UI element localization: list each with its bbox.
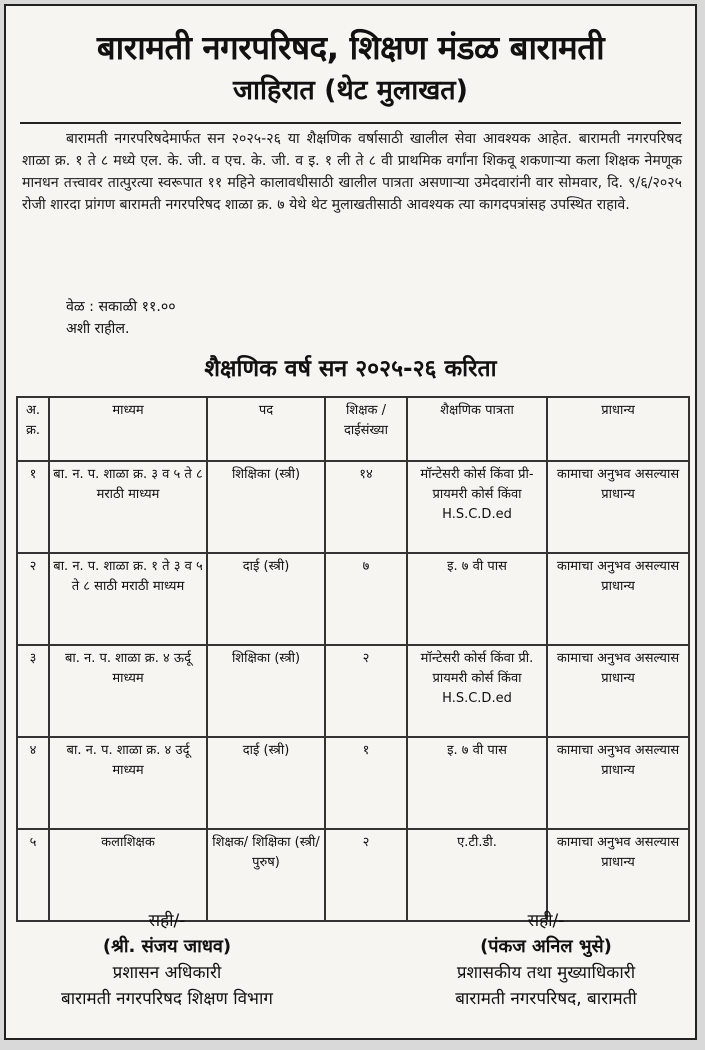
signature-block-right bbox=[396, 908, 696, 1012]
title-divider bbox=[20, 122, 681, 124]
notice-subtitle: जाहिरात (थेट मुलाखत) bbox=[232, 75, 469, 106]
closing-line: अशी राहील. bbox=[66, 321, 130, 337]
signed-mark: सही/- bbox=[527, 911, 565, 931]
cell-count: २ bbox=[325, 829, 407, 921]
cell-post: शिक्षक/ शिक्षिका (स्त्री/पुरुष) bbox=[207, 829, 325, 921]
cell-medium: बा. न. प. शाळा क्र. ३ व ५ ते ८ मराठी माध्यम bbox=[49, 461, 207, 553]
cell-preference: कामाचा अनुभव असल्यास प्राधान्य bbox=[547, 461, 689, 553]
vacancy-table bbox=[16, 396, 690, 922]
signed-mark: सही/- bbox=[148, 911, 186, 931]
header-qualification: शैक्षणिक पात्रता bbox=[407, 397, 547, 461]
cell-serial: २ bbox=[17, 553, 49, 645]
signatory-office: बारामती नगरपरिषद शिक्षण विभाग bbox=[61, 989, 273, 1009]
cell-post: शिक्षिका (स्त्री) bbox=[207, 645, 325, 737]
cell-medium: बा. न. प. शाळा क्र. ४ उर्दू माध्यम bbox=[49, 737, 207, 829]
signatory-designation: प्रशासकीय तथा मुख्याधिकारी bbox=[456, 963, 636, 983]
table-row bbox=[17, 737, 689, 829]
notice-title: बारामती नगरपरिषद, शिक्षण मंडळ बारामती bbox=[96, 28, 605, 67]
header-count: शिक्षक / दाईसंख्या bbox=[325, 397, 407, 461]
header-medium: माध्यम bbox=[49, 397, 207, 461]
signature-block-left bbox=[12, 908, 322, 1012]
cell-count: १ bbox=[325, 737, 407, 829]
table-row bbox=[17, 553, 689, 645]
header-preference: प्राधान्य bbox=[547, 397, 689, 461]
header-serial: अ. क्र. bbox=[17, 397, 49, 461]
signatory-designation: प्रशासन अधिकारी bbox=[112, 963, 222, 983]
table-row bbox=[17, 461, 689, 553]
cell-post: दाई (स्त्री) bbox=[207, 737, 325, 829]
cell-preference: कामाचा अनुभव असल्यास प्राधान्य bbox=[547, 553, 689, 645]
notice-paper bbox=[4, 4, 697, 1040]
cell-post: शिक्षिका (स्त्री) bbox=[207, 461, 325, 553]
cell-medium: बा. न. प. शाळा क्र. ४ ऊर्दू माध्यम bbox=[49, 645, 207, 737]
table-header-row bbox=[17, 397, 689, 461]
cell-preference: कामाचा अनुभव असल्यास प्राधान्य bbox=[547, 737, 689, 829]
cell-post: दाई (स्त्री) bbox=[207, 553, 325, 645]
cell-preference: कामाचा अनुभव असल्यास प्राधान्य bbox=[547, 829, 689, 921]
interview-time: वेळ : सकाळी ११.०० bbox=[66, 299, 176, 315]
cell-count: ७ bbox=[325, 553, 407, 645]
header-post: पद bbox=[207, 397, 325, 461]
notice-body: बारामती नगरपरिषदेमार्फत सन २०२५-२६ या शैक्षणिक वर्षासाठी खालील सेवा आवश्यक आहेत. बारामती नगरपरिषद शाळा क्र. १ ते ८ मध्ये एल. के. जी. व एच. के. जी. व इ. १ ली ते ८ वी प्राथमिक वर्गांना शिकवू शकणाऱ्या कला शिक्षक नेमणूक मानधन तत्त्वावर तात्पुरत्या स्वरूपात ११ महिने कालावधीसाठी खालील पात्रता असणाऱ्या उमेदवारांनी वार सोमवार, दि. ९/६/२०२५ रोजी शारदा प्रांगण बारामती नगरपरिषद शाळा क्र. ७ येथे थेट मुलाखतीसाठी आवश्यक त्या कागदपत्रांसह उपस्थित राहावे. bbox=[22, 131, 682, 213]
cell-qualification: ए.टी.डी. bbox=[407, 829, 547, 921]
cell-count: २ bbox=[325, 645, 407, 737]
cell-preference: कामाचा अनुभव असल्यास प्राधान्य bbox=[547, 645, 689, 737]
cell-count: १४ bbox=[325, 461, 407, 553]
cell-serial: ५ bbox=[17, 829, 49, 921]
cell-serial: ३ bbox=[17, 645, 49, 737]
cell-qualification: मॉन्टेसरी कोर्स किंवा प्री-प्रायमरी कोर्स किंवा H.S.C.D.ed bbox=[407, 461, 547, 553]
table-row bbox=[17, 645, 689, 737]
signatory-office: बारामती नगरपरिषद, बारामती bbox=[455, 989, 637, 1009]
cell-medium: बा. न. प. शाळा क्र. १ ते ३ व ५ ते ८ साठी मराठी माध्यम bbox=[49, 553, 207, 645]
section-heading: शैक्षणिक वर्ष सन २०२५-२६ करिता bbox=[204, 356, 497, 382]
cell-serial: १ bbox=[17, 461, 49, 553]
signatory-name: (श्री. संजय जाधव) bbox=[102, 936, 232, 957]
cell-qualification: इ. ७ वी पास bbox=[407, 737, 547, 829]
signatory-name: (पंकज अनिल भुसे) bbox=[480, 936, 612, 957]
cell-qualification: मॉन्टेसरी कोर्स किंवा प्री. प्रायमरी कोर्स किंवा H.S.C.D.ed bbox=[407, 645, 547, 737]
cell-serial: ४ bbox=[17, 737, 49, 829]
cell-qualification: इ. ७ वी पास bbox=[407, 553, 547, 645]
cell-medium: कलाशिक्षक bbox=[49, 829, 207, 921]
